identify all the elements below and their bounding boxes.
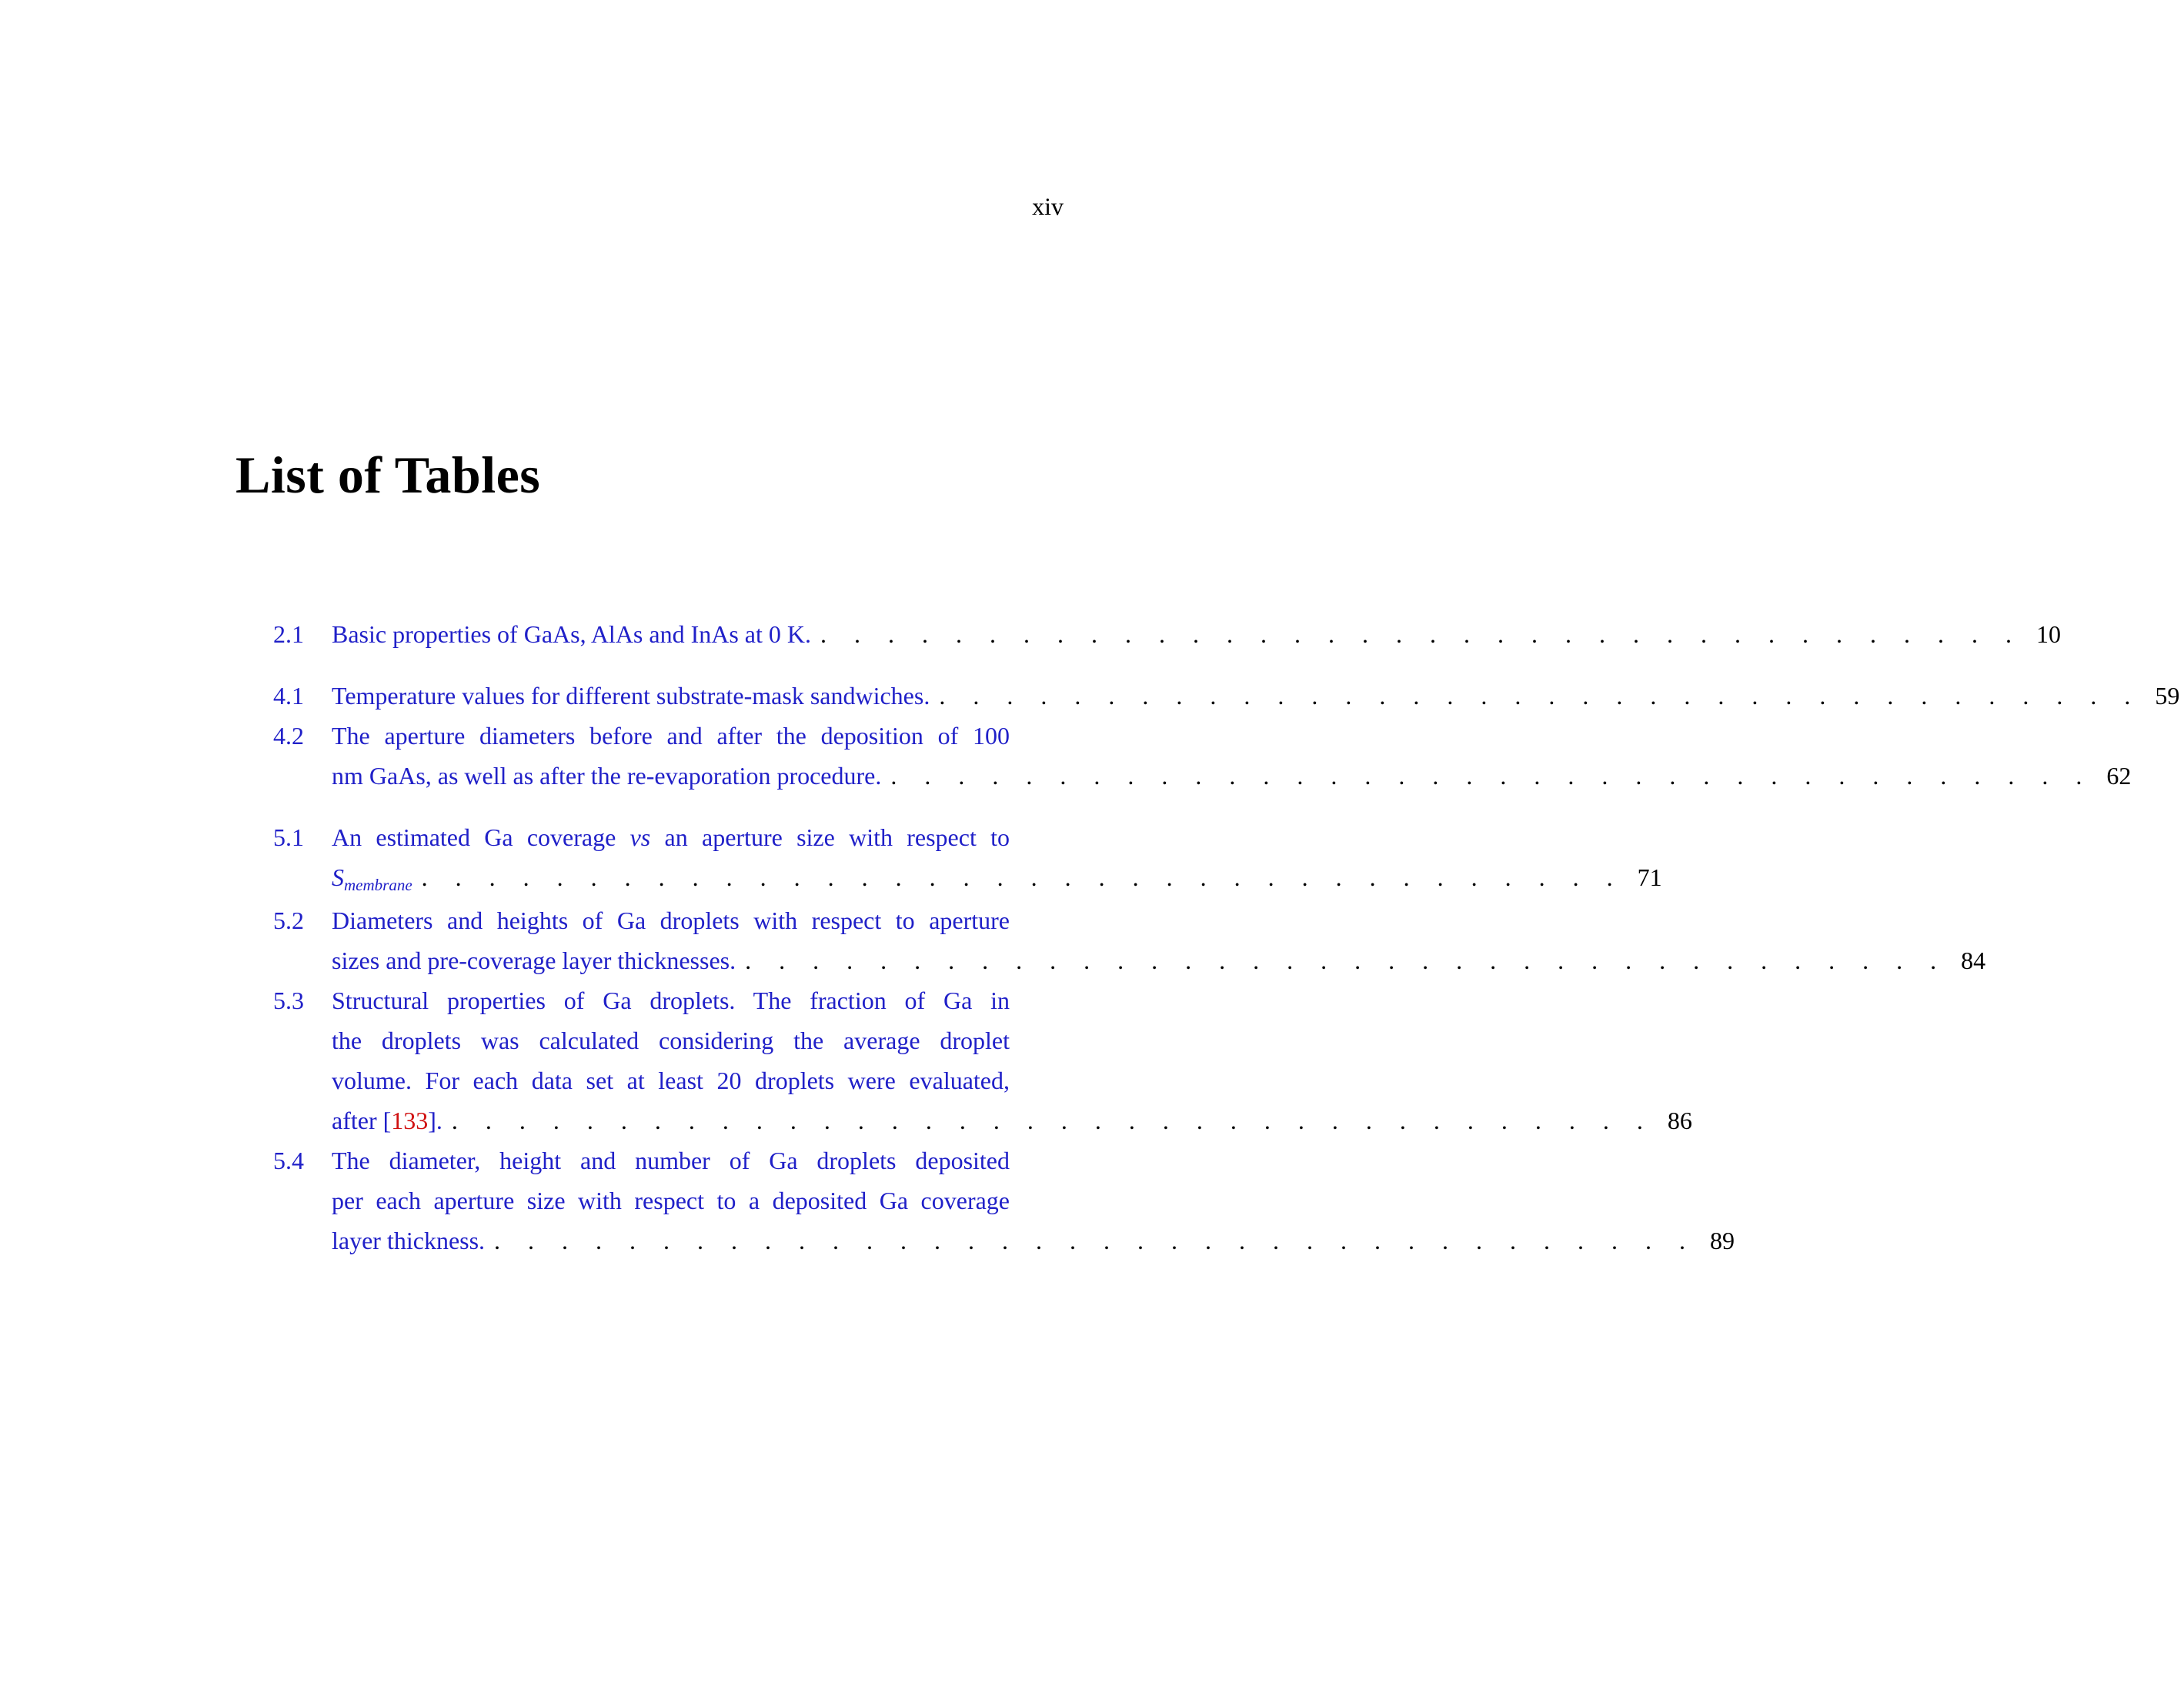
toc-entry-4-2[interactable] — [273, 716, 2132, 796]
toc-entry-5-2[interactable] — [273, 900, 1986, 980]
dot-leader: . . . . . . . . . . . . . . . . . . . . . . . . . . . . . . . . . . . . — [451, 1107, 1654, 1134]
page-ref: 84 — [1961, 947, 1986, 974]
table-caption[interactable]: Basic properties of GaAs, AlAs and InAs at 0 K. — [332, 620, 811, 648]
toc-entry-2-1[interactable] — [273, 614, 2061, 654]
toc-entry-5-3[interactable] — [273, 980, 1692, 1140]
page-number: xiv — [1032, 192, 1064, 220]
table-number[interactable]: 5.2 — [273, 907, 304, 934]
table-caption[interactable]: Temperature values for different substrate-mask sandwiches. — [332, 682, 930, 710]
page-ref: 86 — [1667, 1107, 1692, 1134]
table-caption[interactable]: nm GaAs, as well as after the re-evaporation procedure. — [332, 762, 882, 790]
table-number[interactable]: 4.1 — [273, 682, 304, 710]
table-number[interactable]: 2.1 — [273, 620, 304, 648]
table-number[interactable]: 5.4 — [273, 1147, 304, 1174]
toc-group-chapter-2 — [273, 614, 2061, 654]
page-ref: 10 — [2036, 620, 2061, 648]
table-caption-line[interactable]: The aperture diameters before and after the deposition of 100 — [332, 722, 1010, 750]
toc-entry-4-1[interactable] — [273, 676, 2180, 716]
toc-group-chapter-4 — [273, 676, 2180, 796]
dot-leader: . . . . . . . . . . . . . . . . . . . . . . . . . . . . . . . . . . . . — [890, 762, 2093, 790]
toc-entry-5-4[interactable] — [273, 1140, 1735, 1261]
dot-leader: . . . . . . . . . . . . . . . . . . . . . . . . . . . . . . . . . . . . — [820, 620, 2022, 648]
page-ref: 89 — [1710, 1227, 1735, 1254]
toc-group-chapter-5 — [273, 817, 1986, 1261]
page-ref: 59 — [2155, 682, 2180, 710]
table-caption[interactable]: layer thickness. — [332, 1227, 486, 1254]
table-caption[interactable]: after [133]. — [332, 1107, 442, 1134]
table-caption-line[interactable]: the droplets was calculated considering the average droplet — [332, 1027, 1010, 1054]
dot-leader: . . . . . . . . . . . . . . . . . . . . . . . . . . . . . . . . . . . . — [421, 863, 1624, 891]
table-caption-line[interactable]: The diameter, height and number of Ga droplets deposited — [332, 1147, 1010, 1174]
table-number[interactable]: 5.1 — [273, 823, 304, 851]
table-caption[interactable]: sizes and pre-coverage layer thicknesses. — [332, 947, 736, 974]
table-caption-line[interactable]: Diameters and heights of Ga droplets with respect to aperture — [332, 907, 1010, 934]
table-caption-line[interactable]: Structural properties of Ga droplets. The fraction of Ga in — [332, 987, 1010, 1014]
list-of-tables — [273, 614, 2180, 1282]
table-caption-line[interactable]: volume. For each data set at least 20 droplets were evaluated, — [332, 1067, 1010, 1094]
page-ref: 71 — [1637, 863, 1662, 891]
table-number[interactable]: 4.2 — [273, 722, 304, 750]
table-caption-line[interactable]: per each aperture size with respect to a deposited Ga coverage — [332, 1187, 1010, 1214]
dot-leader: . . . . . . . . . . . . . . . . . . . . . . . . . . . . . . . . . . . . — [745, 947, 1948, 974]
citation-link[interactable]: 133 — [391, 1107, 429, 1134]
dot-leader: . . . . . . . . . . . . . . . . . . . . . . . . . . . . . . . . . . . . — [939, 682, 2142, 710]
table-number[interactable]: 5.3 — [273, 987, 304, 1014]
dot-leader: . . . . . . . . . . . . . . . . . . . . . . . . . . . . . . . . . . . . — [494, 1227, 1697, 1254]
page-title: List of Tables — [235, 446, 541, 504]
table-caption-line[interactable]: An estimated Ga coverage vs an aperture size with respect to — [332, 823, 1010, 851]
toc-entry-5-1[interactable] — [273, 817, 1662, 900]
page-ref: 62 — [2106, 762, 2132, 790]
table-caption[interactable]: Smembrane — [332, 863, 412, 894]
